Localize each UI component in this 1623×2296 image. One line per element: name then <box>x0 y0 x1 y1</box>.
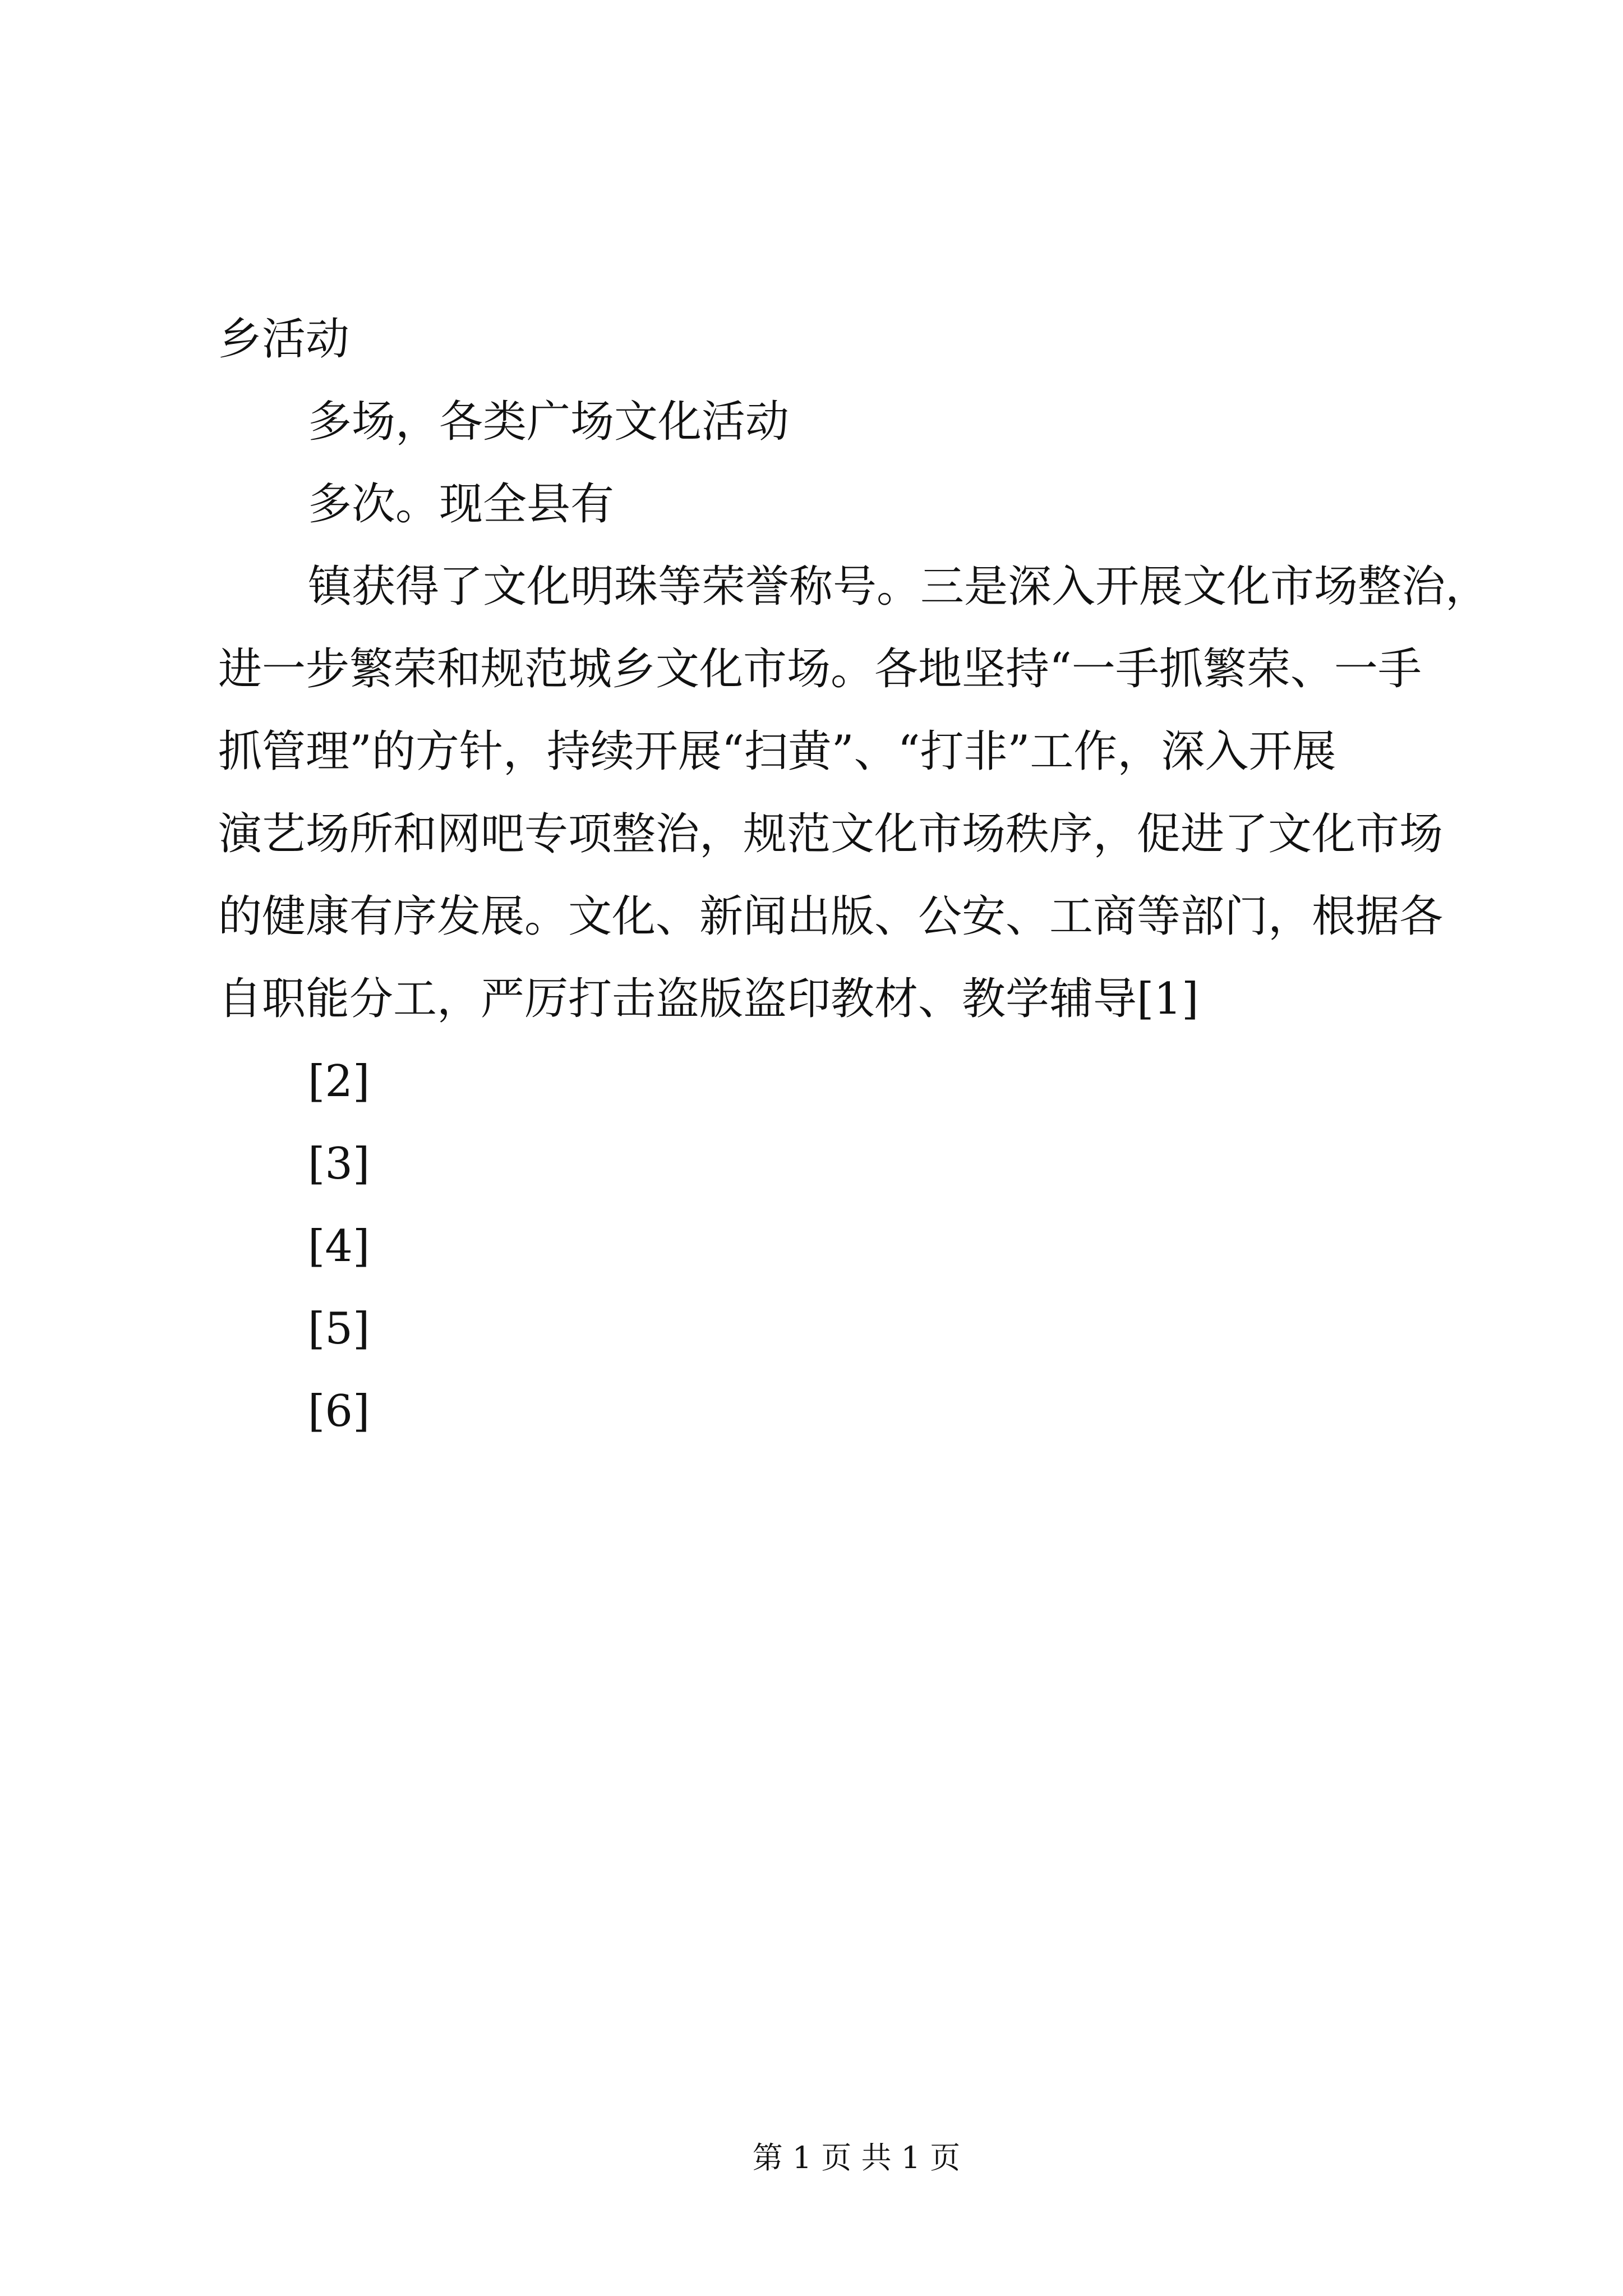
reference-marker: [6] <box>308 1386 370 1437</box>
body-line: 演艺场所和网吧专项整治，规范文化市场秩序，促进了文化市场 <box>218 809 1444 859</box>
body-line: 多次。现全县有 <box>308 479 615 530</box>
body-text <box>218 298 1490 1453</box>
body-line: 多场，各类广场文化活动 <box>308 397 790 447</box>
body-line: 抓管理”的方针，持续开展“扫黄”、“打非”工作，深入开展 <box>218 726 1336 777</box>
body-line: 进一步繁荣和规范城乡文化市场。各地坚持“一手抓繁荣、一手 <box>218 644 1422 694</box>
body-line: 镇获得了文化明珠等荣誉称号。三是深入开展文化市场整治， <box>308 562 1490 612</box>
reference-marker: [4] <box>308 1221 370 1272</box>
reference-marker: [5] <box>308 1304 370 1354</box>
reference-marker: [2] <box>308 1056 370 1107</box>
page-footer: 第 1 页 共 1 页 <box>752 2140 961 2175</box>
reference-marker: [3] <box>308 1139 370 1189</box>
body-line: 自职能分工，严厉打击盗版盗印教材、教学辅导[1] <box>218 974 1199 1024</box>
body-line: 的健康有序发展。文化、新闻出版、公安、工商等部门，根据各 <box>218 891 1444 942</box>
body-line: 乡活动 <box>218 314 350 365</box>
